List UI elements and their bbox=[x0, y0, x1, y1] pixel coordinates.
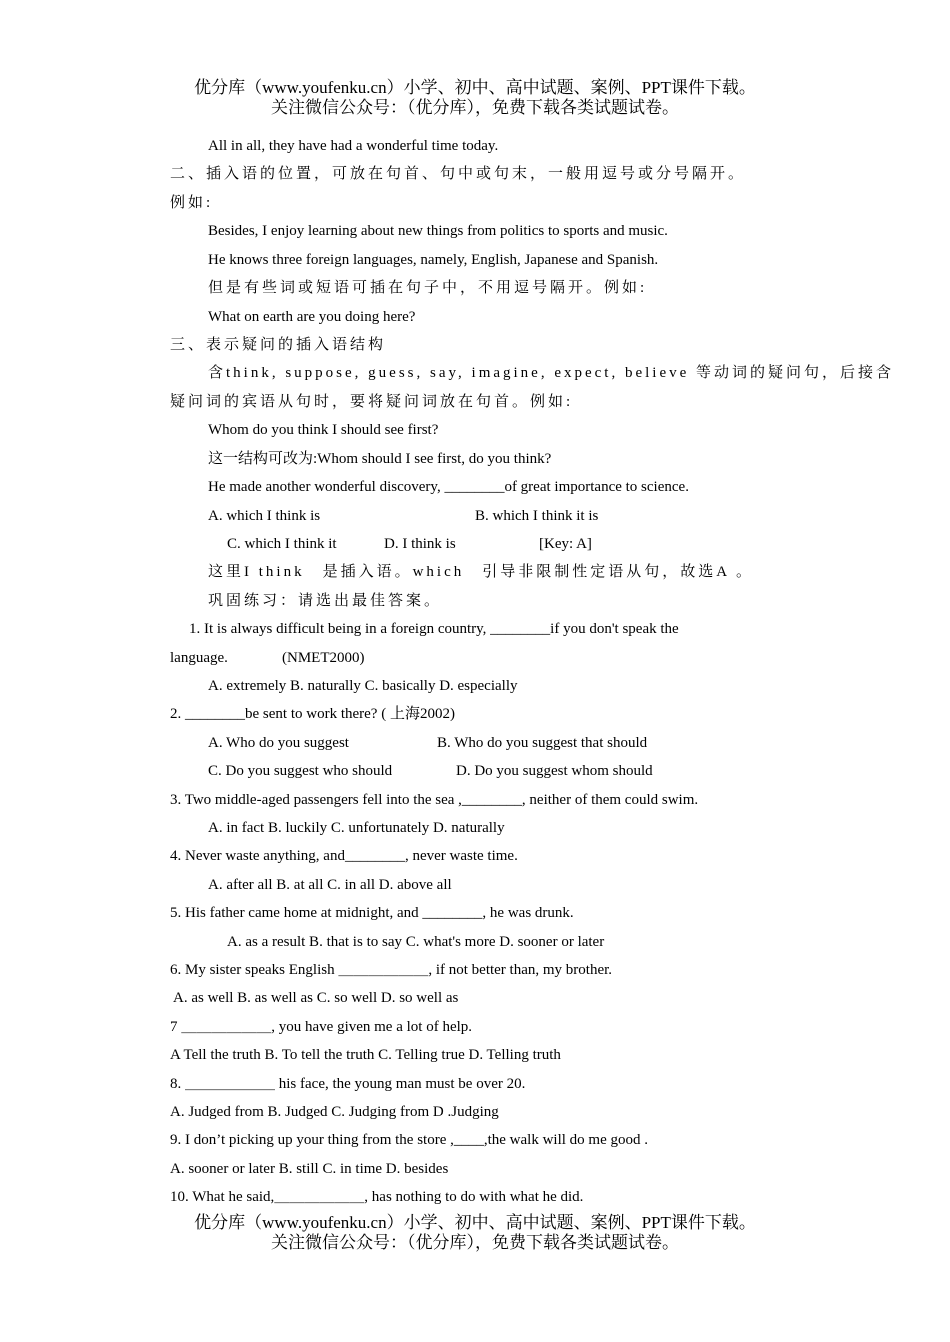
question-3: 3. Two middle-aged passengers fell into the sea ,________, neither of them could swim. bbox=[170, 792, 699, 808]
footer-line-2: 关注微信公众号：（优分库），免费下载各类试题试卷。 bbox=[271, 1233, 679, 1252]
question-options: A. as well B. as well as C. so well D. so well as bbox=[173, 990, 459, 1006]
answer-key: [Key: A] bbox=[539, 536, 592, 552]
option-b: B. Who do you suggest that should bbox=[437, 735, 648, 751]
example-sentence: Whom do you think I should see first? bbox=[208, 422, 439, 438]
question-10: 10. What he said,＿＿＿＿＿＿, has nothing to do with what he did. bbox=[170, 1189, 584, 1205]
question-7: 7 ＿＿＿＿＿＿, you have given me a lot of help. bbox=[170, 1019, 473, 1035]
option-c: C. which I think it bbox=[227, 536, 337, 552]
question-options: A. in fact B. luckily C. unfortunately D. naturally bbox=[208, 820, 505, 836]
header-line-1: 优分库（www.youfenku.cn）小学、初中、高中试题、案例、PPT课件下载。 bbox=[194, 78, 756, 97]
paragraph-line: 含think, suppose, guess, say, imagine, expect, believe 等动词的疑问句，后接含 bbox=[208, 365, 895, 381]
footer-line-1: 优分库（www.youfenku.cn）小学、初中、高中试题、案例、PPT课件下载。 bbox=[194, 1213, 756, 1232]
question-2: 2. ________be sent to work there? ( 上海2002) bbox=[170, 706, 455, 722]
option-d: D. I think is bbox=[384, 536, 456, 552]
question-4: 4. Never waste anything, and________, never waste time. bbox=[170, 848, 518, 864]
paragraph-line: 疑问词的宾语从句时，要将疑问词放在句首。例如: bbox=[170, 394, 574, 410]
question-1: 1. It is always difficult being in a foreign country, ________if you don't speak the bbox=[189, 621, 679, 637]
option-b: B. which I think it is bbox=[475, 508, 599, 524]
question-options: A. extremely B. naturally C. basically D. especially bbox=[208, 678, 518, 694]
example-label: 例如: bbox=[170, 195, 214, 211]
summary-sentence: All in all, they have had a wonderful time today. bbox=[208, 138, 499, 154]
question-6: 6. My sister speaks English ＿＿＿＿＿＿, if not better than, my brother. bbox=[170, 962, 613, 978]
question-options: A. Judged from B. Judged C. Judging from D .Judging bbox=[170, 1104, 499, 1120]
option-c: C. Do you suggest who should bbox=[208, 763, 393, 779]
question-9: 9. I don’t picking up your thing from the store ,____,the walk will do me good . bbox=[170, 1132, 648, 1148]
question-8: 8. ＿＿＿＿＿＿ his face, the young man must be over 20. bbox=[170, 1076, 526, 1092]
option-d: D. Do you suggest whom should bbox=[456, 763, 653, 779]
question-source: (NMET2000) bbox=[282, 650, 365, 666]
explanation: 这里I think 是插入语。which 引导非限制性定语从句，故选A 。 bbox=[208, 564, 754, 580]
header-line-2: 关注微信公众号：（优分库），免费下载各类试题试卷。 bbox=[271, 98, 679, 117]
question-1-cont: language. bbox=[170, 650, 228, 666]
question-options: A. sooner or later B. still C. in time D. besides bbox=[170, 1161, 449, 1177]
section-2-heading: 二、插入语的位置，可放在句首、句中或句末，一般用逗号或分号隔开。 bbox=[170, 166, 747, 182]
example-sentence: Besides, I enjoy learning about new things from politics to sports and music. bbox=[208, 223, 668, 239]
question-options: A. after all B. at all C. in all D. above all bbox=[208, 877, 452, 893]
example-sentence: 这一结构可改为:Whom should I see first, do you think? bbox=[208, 451, 552, 467]
question-5: 5. His father came home at midnight, and ________, he was drunk. bbox=[170, 905, 574, 921]
option-a: A. which I think is bbox=[208, 508, 321, 524]
note-text: 但是有些词或短语可插在句子中，不用逗号隔开。例如: bbox=[208, 280, 648, 296]
section-3-heading: 三、表示疑问的插入语结构 bbox=[170, 337, 387, 353]
option-a: A. Who do you suggest bbox=[208, 735, 349, 751]
example-question: He made another wonderful discovery, ________of great importance to science. bbox=[208, 479, 689, 495]
practice-heading: 巩固练习：请选出最佳答案。 bbox=[208, 593, 443, 609]
question-options: A Tell the truth B. To tell the truth C. Telling true D. Telling truth bbox=[170, 1047, 561, 1063]
example-sentence: He knows three foreign languages, namely, English, Japanese and Spanish. bbox=[208, 252, 659, 268]
example-sentence: What on earth are you doing here? bbox=[208, 309, 416, 325]
question-options: A. as a result B. that is to say C. what's more D. sooner or later bbox=[227, 934, 605, 950]
